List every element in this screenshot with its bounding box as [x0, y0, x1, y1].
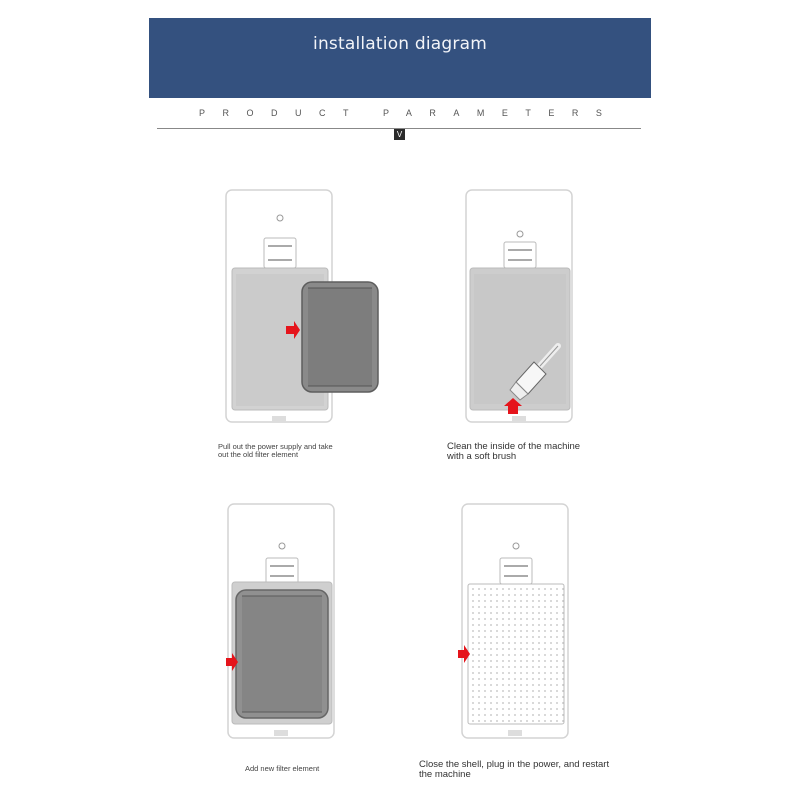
header-banner [149, 18, 651, 98]
step-2-illustration [462, 186, 582, 426]
filter-cylinder-icon [302, 282, 378, 392]
vent-box [504, 242, 536, 268]
section-title-right: PARAMETERS [383, 108, 620, 118]
vent-box [500, 558, 532, 584]
page-title: installation diagram [313, 34, 487, 54]
vent-box [264, 238, 296, 268]
step-2-caption: Clean the inside of the machine with a soft brush [447, 441, 581, 462]
section-title-left: PRODUCT [199, 108, 366, 118]
step-4-illustration [458, 502, 578, 742]
step-1-illustration [222, 186, 382, 426]
section-marker: V [394, 129, 405, 140]
step-3-caption: Add new filter element [245, 764, 320, 773]
front-shell-grille [468, 584, 564, 724]
sensor-dot [277, 215, 283, 221]
step-4-caption: Close the shell, plug in the power, and restart the machine [419, 759, 610, 780]
filter-cylinder-icon [236, 590, 328, 718]
step-3-illustration [224, 502, 344, 742]
sensor-dot [279, 543, 285, 549]
sensor-dot [513, 543, 519, 549]
sensor-dot [517, 231, 523, 237]
step-1-caption: Pull out the power supply and take out the old filter element [218, 442, 333, 459]
vent-box [266, 558, 298, 584]
